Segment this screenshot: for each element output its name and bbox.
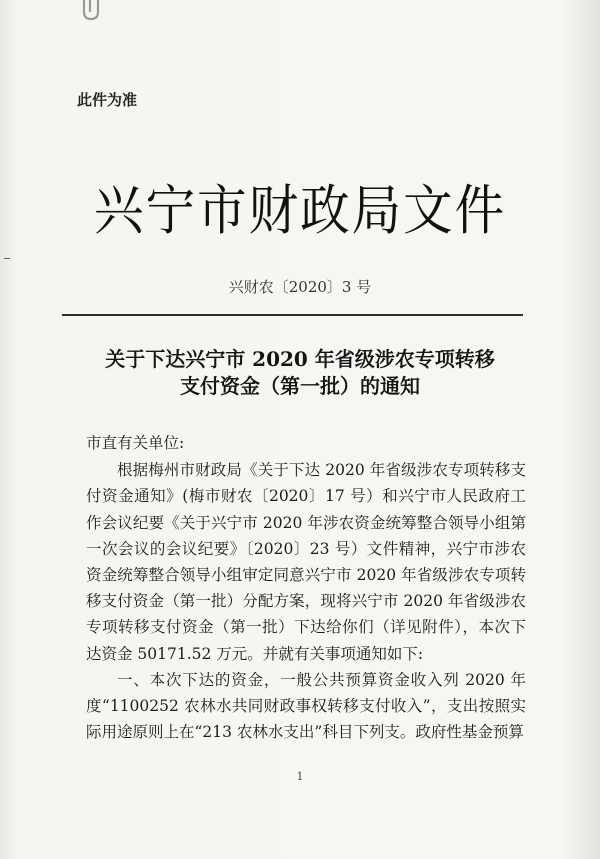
body-paragraph-2: 一、本次下达的资金，一般公共预算资金收入列 2020 年度“1100252 农林水共同财政事权转移支付收入”，支出按照实际用途原则上在“213 农林水支出”科目下列支。政府性基金预算: [86, 670, 526, 742]
page-number: 1: [296, 770, 304, 783]
notice-title-line-2: 支付资金（第一批）的通知: [180, 374, 420, 398]
notice-body: [86, 430, 526, 745]
notice-title: [0, 346, 600, 400]
salutation: 市直有关单位:: [86, 434, 185, 452]
top-note: 此件为准: [77, 91, 138, 109]
body-paragraph-1: 根据梅州市财政局《关于下达 2020 年省级涉农专项转移支付资金通知》(梅市财农〔2020〕17 号）和兴宁市人民政府工作会议纪要《关于兴宁市 2020 年涉农资金统筹整合领导小组第一次会议的会议纪要》〔2020〕23 号）文件精神，兴宁市涉农资金统筹整合领导小组审定同意兴宁市 2020 年省级涉农专项转移支付资金（第一批）分配方案，现将兴宁市 2020 年省级涉农专项转移支付资金（第一批）下达给你们（详见附件），本次下达资金 50171.52 万元。并就有关事项通知如下:: [86, 461, 526, 663]
notice-title-line-1: 关于下达兴宁市 2020 年省级涉农专项转移: [105, 347, 495, 371]
scan-edge-mark: [4, 258, 10, 259]
document-header-title: 兴宁市财政局文件: [93, 179, 507, 242]
header-divider: [62, 314, 523, 316]
paperclip-icon: [78, 0, 104, 22]
document-number: 兴财农〔2020〕3 号: [228, 278, 372, 296]
